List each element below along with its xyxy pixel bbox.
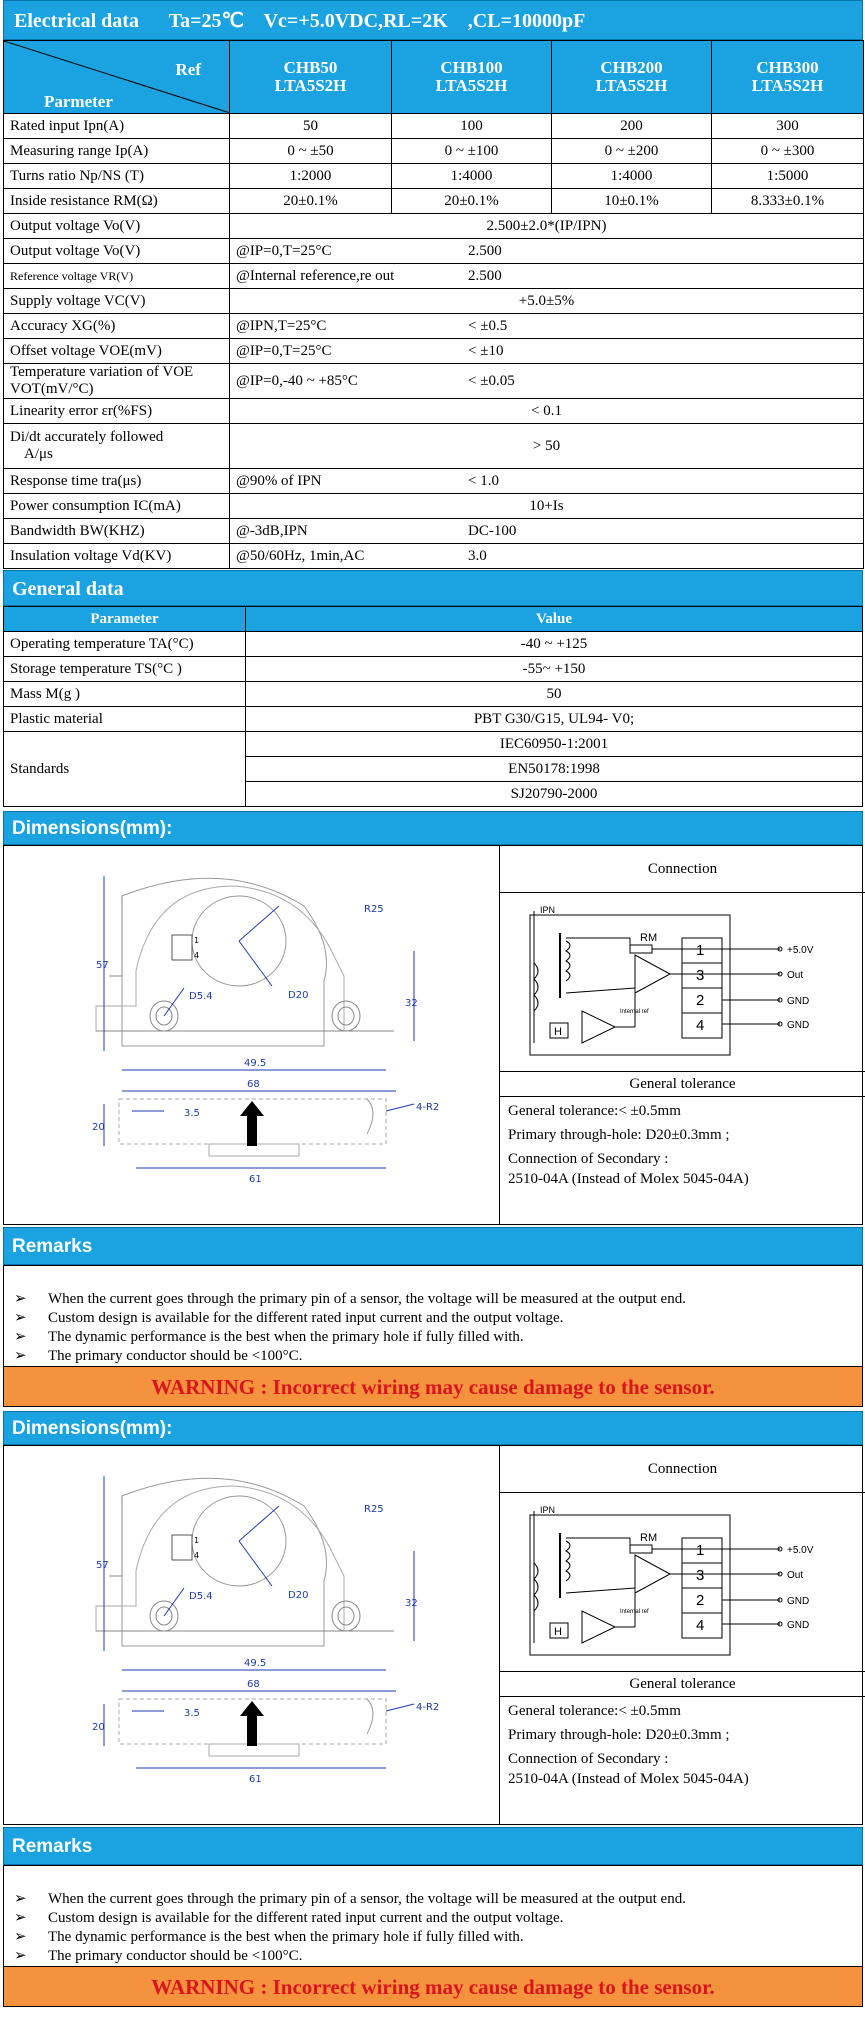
row-label: Output voltage Vo(V) xyxy=(4,239,230,264)
remarks-header: Remarks xyxy=(3,1227,863,1265)
standard-0: IEC60950-1:2001 xyxy=(246,732,863,757)
conn-out-1: Out xyxy=(787,1570,804,1581)
hall-h-label: H xyxy=(554,1026,562,1038)
electrical-row xyxy=(4,264,864,289)
col-parameter: Parameter xyxy=(4,607,246,632)
dimensions-panel xyxy=(3,845,863,1225)
row-label: Measuring range Ip(A) xyxy=(4,139,230,164)
row-value: 0 ~ ±200 xyxy=(552,139,712,164)
right-panel xyxy=(500,1446,865,1824)
dim-61: 61 xyxy=(249,1774,262,1785)
remarks-panel xyxy=(3,1265,863,1367)
general-row xyxy=(4,632,863,657)
electrical-table xyxy=(3,40,864,569)
tolerance-line-3: 2510-04A (Instead of Molex 5045-04A) xyxy=(508,1771,749,1787)
dim-r25: R25 xyxy=(364,904,384,915)
model-col-1: CHB100 LTA5S2H xyxy=(392,41,552,114)
row-label: Linearity error εr(%FS) xyxy=(4,399,230,424)
dim-20: 20 xyxy=(92,1122,105,1133)
conn-pin-1: 3 xyxy=(696,1567,705,1584)
general-value: 50 xyxy=(246,682,863,707)
tolerance-line-2: Connection of Secondary : xyxy=(508,1151,669,1167)
row-value: @-3dB,IPN DC-100 xyxy=(230,519,864,544)
rm-label: RM xyxy=(640,932,658,944)
conn-pin-2: 2 xyxy=(696,992,705,1009)
dim-4-r2: 4-R2 xyxy=(416,1102,440,1113)
dimensions-header: Dimensions(mm): xyxy=(3,1411,863,1445)
row-value: @90% of IPN < 1.0 xyxy=(230,469,864,494)
remark-item: ➢ When the current goes through the primary pin of a sensor, the voltage will be measured at the output end. xyxy=(14,1891,686,1907)
general-value: PBT G30/G15, UL94- V0; xyxy=(246,707,863,732)
general-row xyxy=(4,682,863,707)
standards-row xyxy=(4,732,863,757)
row-value: 50 xyxy=(230,114,392,139)
electrical-row xyxy=(4,164,864,189)
tolerance-title: General tolerance xyxy=(500,1672,865,1697)
row-value: 0 ~ ±100 xyxy=(392,139,552,164)
dim-49-5: 49.5 xyxy=(244,1658,267,1669)
general-row xyxy=(4,707,863,732)
general-label: Plastic material xyxy=(4,707,246,732)
row-value: 2.500±2.0*(IP/IPN) xyxy=(230,214,864,239)
general-value: -55~ +150 xyxy=(246,657,863,682)
general-data-header: General data xyxy=(3,570,863,606)
dim-4-r2: 4-R2 xyxy=(416,1702,440,1713)
row-value: > 50 xyxy=(230,424,864,469)
dim-3-5: 3.5 xyxy=(184,1708,200,1719)
row-value: 1:2000 xyxy=(230,164,392,189)
row-value: @IPN,T=25°C < ±0.5 xyxy=(230,314,864,339)
general-label: Mass M(g ) xyxy=(4,682,246,707)
standard-1: EN50178:1998 xyxy=(246,757,863,782)
model-col-0: CHB50 LTA5S2H xyxy=(230,41,392,114)
general-label: Operating temperature TA(°C) xyxy=(4,632,246,657)
conn-pin-3: 4 xyxy=(696,1617,705,1634)
dim-49-5: 49.5 xyxy=(244,1058,267,1069)
ipn-label: IPN xyxy=(540,1505,556,1515)
dim-d54: D5.4 xyxy=(189,991,213,1002)
tolerance-line-0: General tolerance:< ±0.5mm xyxy=(508,1103,681,1119)
model-col-2: CHB200 LTA5S2H xyxy=(552,41,712,114)
row-value: @IP=0,T=25°C 2.500 xyxy=(230,239,864,264)
conn-out-3: GND xyxy=(787,1020,810,1031)
conn-out-0: +5.0V xyxy=(787,1545,814,1556)
dim-20: 20 xyxy=(92,1722,105,1733)
row-value: @Internal reference,re out 2.500 xyxy=(230,264,864,289)
datasheet xyxy=(3,0,863,2007)
row-value: 8.333±0.1% xyxy=(712,189,864,214)
tolerance-title: General tolerance xyxy=(500,1072,865,1097)
model-col-3: CHB300 LTA5S2H xyxy=(712,41,864,114)
rm-label: RM xyxy=(640,1532,658,1544)
diagonal-header-cell xyxy=(4,41,230,114)
standards-label: Standards xyxy=(4,732,246,807)
remark-item: ➢ The primary conductor should be <100°C. xyxy=(14,1948,303,1964)
tolerance-line-0: General tolerance:< ±0.5mm xyxy=(508,1703,681,1719)
conn-out-2: GND xyxy=(787,1596,810,1607)
row-label: Bandwidth BW(KHZ) xyxy=(4,519,230,544)
electrical-head-row xyxy=(4,41,864,114)
electrical-row xyxy=(4,519,864,544)
general-row xyxy=(4,657,863,682)
dim-61: 61 xyxy=(249,1174,262,1185)
standard-2: SJ20790-2000 xyxy=(246,782,863,807)
row-label: Temperature variation of VOE VOT(mV/°C) xyxy=(4,364,230,399)
conn-pin-1: 3 xyxy=(696,967,705,984)
row-value: 1:5000 xyxy=(712,164,864,189)
connection-diagram xyxy=(500,893,865,1072)
electrical-row xyxy=(4,189,864,214)
tolerance-line-1: Primary through-hole: D20±0.3mm ; xyxy=(508,1727,730,1743)
conn-pin-3: 4 xyxy=(696,1017,705,1034)
electrical-row xyxy=(4,139,864,164)
row-value: 1:4000 xyxy=(552,164,712,189)
general-value: -40 ~ +125 xyxy=(246,632,863,657)
row-label: Reference voltage VR(V) xyxy=(4,264,230,289)
electrical-row xyxy=(4,239,864,264)
dim-68: 68 xyxy=(247,1079,260,1090)
col-value: Value xyxy=(246,607,863,632)
row-value: @IP=0,-40 ~ +85°C < ±0.05 xyxy=(230,364,864,399)
pin-label-1: 1 xyxy=(194,1536,200,1545)
row-value: 300 xyxy=(712,114,864,139)
row-value: @50/60Hz, 1min,AC 3.0 xyxy=(230,544,864,569)
row-label: Power consumption IC(mA) xyxy=(4,494,230,519)
row-value: 20±0.1% xyxy=(230,189,392,214)
row-label: Rated input Ipn(A) xyxy=(4,114,230,139)
remark-item: ➢ The dynamic performance is the best when the primary hole if fully filled with. xyxy=(14,1329,524,1345)
row-label: Accuracy XG(%) xyxy=(4,314,230,339)
remark-item: ➢ The primary conductor should be <100°C. xyxy=(14,1348,303,1364)
pin-label-4: 4 xyxy=(194,951,200,960)
electrical-row xyxy=(4,214,864,239)
row-label: Inside resistance RM(Ω) xyxy=(4,189,230,214)
remarks-header: Remarks xyxy=(3,1827,863,1865)
dimensions-panel xyxy=(3,1445,863,1825)
tolerance-line-2: Connection of Secondary : xyxy=(508,1751,669,1767)
row-value: 100 xyxy=(392,114,552,139)
row-label: Offset voltage VOE(mV) xyxy=(4,339,230,364)
tolerance-line-3: 2510-04A (Instead of Molex 5045-04A) xyxy=(508,1171,749,1187)
connection-title: Connection xyxy=(500,846,865,893)
electrical-row xyxy=(4,339,864,364)
dim-57: 57 xyxy=(96,960,109,971)
ipn-label: IPN xyxy=(540,905,556,915)
row-value: 20±0.1% xyxy=(392,189,552,214)
row-label: Supply voltage VC(V) xyxy=(4,289,230,314)
conn-pin-0: 1 xyxy=(696,1542,705,1559)
dimensions-header: Dimensions(mm): xyxy=(3,811,863,845)
internal-ref-label: Internal ref xyxy=(620,1009,649,1015)
pin-label-4: 4 xyxy=(194,1551,200,1560)
right-panel xyxy=(500,846,865,1224)
tolerance-line-1: Primary through-hole: D20±0.3mm ; xyxy=(508,1127,730,1143)
parameter-label: Parmeter xyxy=(44,92,113,111)
electrical-row xyxy=(4,399,864,424)
conn-pin-2: 2 xyxy=(696,1592,705,1609)
electrical-row xyxy=(4,469,864,494)
electrical-row xyxy=(4,289,864,314)
general-head-row xyxy=(4,607,863,632)
remarks-panel xyxy=(3,1865,863,1967)
row-label: Turns ratio Np/NS (T) xyxy=(4,164,230,189)
remark-item: ➢ Custom design is available for the different rated input current and the output voltage. xyxy=(14,1310,564,1326)
conn-out-1: Out xyxy=(787,970,804,981)
dim-d20: D20 xyxy=(288,990,309,1001)
electrical-row xyxy=(4,364,864,399)
electrical-row xyxy=(4,314,864,339)
row-value: 200 xyxy=(552,114,712,139)
row-value: @IP=0,T=25°C < ±10 xyxy=(230,339,864,364)
row-label: Output voltage Vo(V) xyxy=(4,214,230,239)
dim-d20: D20 xyxy=(288,1590,309,1601)
general-label: Storage temperature TS(°C ) xyxy=(4,657,246,682)
conn-out-2: GND xyxy=(787,996,810,1007)
row-value: 0 ~ ±50 xyxy=(230,139,392,164)
row-label: Response time tra(μs) xyxy=(4,469,230,494)
electrical-data-header: Electrical data Ta=25℃ Vc=+5.0VDC,RL=2K ,CL=10000pF xyxy=(3,0,863,40)
row-value: 10±0.1% xyxy=(552,189,712,214)
pin-label-1: 1 xyxy=(194,936,200,945)
dim-3-5: 3.5 xyxy=(184,1108,200,1119)
row-value: 0 ~ ±300 xyxy=(712,139,864,164)
tolerance-text xyxy=(500,1097,865,1193)
row-value: 10+Is xyxy=(230,494,864,519)
row-value: < 0.1 xyxy=(230,399,864,424)
dim-57: 57 xyxy=(96,1560,109,1571)
tolerance-text xyxy=(500,1697,865,1793)
row-value: 1:4000 xyxy=(392,164,552,189)
electrical-row xyxy=(4,494,864,519)
conn-out-3: GND xyxy=(787,1620,810,1631)
mechanical-drawing xyxy=(4,1446,500,1824)
mechanical-drawing xyxy=(4,846,500,1224)
internal-ref-label: Internal ref xyxy=(620,1609,649,1615)
remark-item: ➢ When the current goes through the primary pin of a sensor, the voltage will be measured at the output end. xyxy=(14,1291,686,1307)
warning-banner: WARNING : Incorrect wiring may cause damage to the sensor. xyxy=(3,1967,863,2007)
dim-d54: D5.4 xyxy=(189,1591,213,1602)
remark-item: ➢ Custom design is available for the different rated input current and the output voltage. xyxy=(14,1910,564,1926)
warning-banner: WARNING : Incorrect wiring may cause damage to the sensor. xyxy=(3,1367,863,1407)
connection-diagram xyxy=(500,1493,865,1672)
dim-32: 32 xyxy=(405,998,418,1009)
general-table xyxy=(3,606,863,807)
dim-32: 32 xyxy=(405,1598,418,1609)
dim-r25: R25 xyxy=(364,1504,384,1515)
row-label: Di/dt accurately followed A/μs xyxy=(4,424,230,469)
electrical-row xyxy=(4,424,864,469)
conn-out-0: +5.0V xyxy=(787,945,814,956)
ref-label: Ref xyxy=(175,60,201,79)
connection-title: Connection xyxy=(500,1446,865,1493)
row-value: +5.0±5% xyxy=(230,289,864,314)
dim-68: 68 xyxy=(247,1679,260,1690)
remark-item: ➢ The dynamic performance is the best when the primary hole if fully filled with. xyxy=(14,1929,524,1945)
hall-h-label: H xyxy=(554,1626,562,1638)
electrical-row xyxy=(4,114,864,139)
row-label: Insulation voltage Vd(KV) xyxy=(4,544,230,569)
conn-pin-0: 1 xyxy=(696,942,705,959)
electrical-row xyxy=(4,544,864,569)
